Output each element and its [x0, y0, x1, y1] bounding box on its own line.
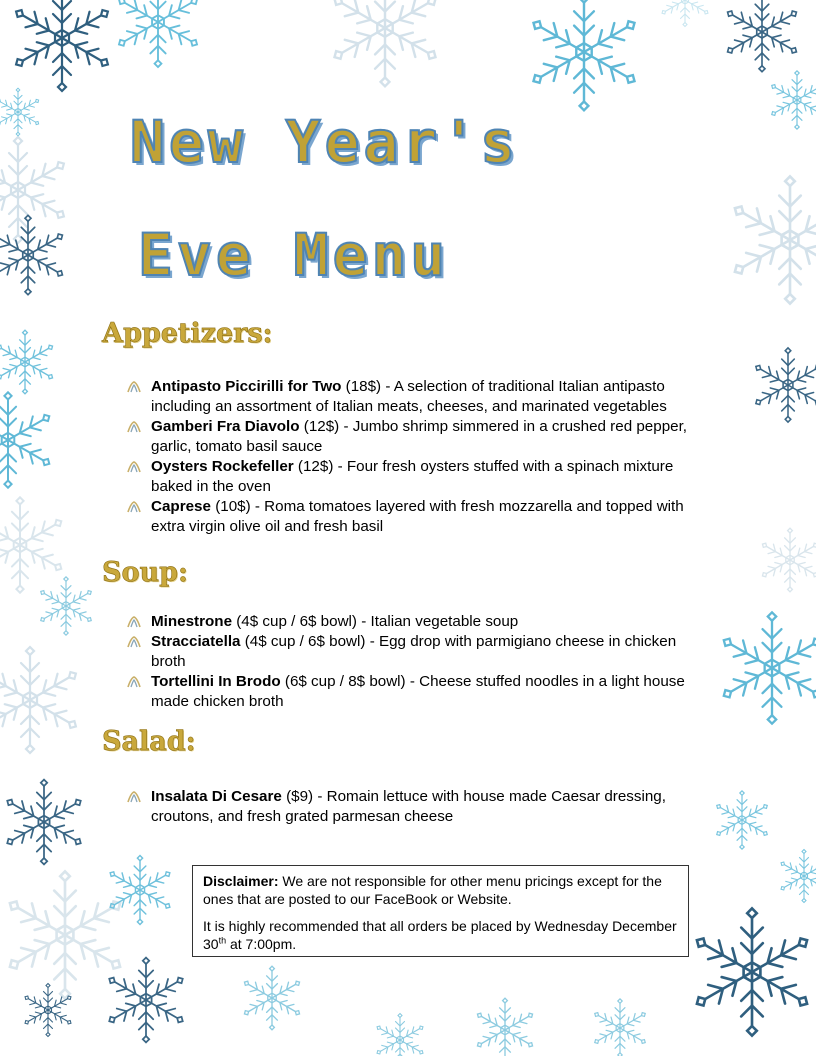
item-description: - Romain lettuce with house made Caesar dressing, croutons, and fresh grated parmesan cheese	[151, 788, 666, 825]
snowflake-icon	[0, 647, 80, 753]
snowflake-icon	[0, 392, 53, 487]
item-price: (10$)	[215, 498, 251, 515]
snowflake-icon	[330, 0, 441, 86]
item-name: Minestrone	[151, 613, 233, 630]
item-description: - A selection of traditional Italian antipasto including an assortment of Italian meats, cheeses, and marinated vegetables	[151, 378, 667, 415]
item-description: - Jumbo shrimp simmered in a crushed red pepper, garlic, tomato basil sauce	[151, 418, 688, 455]
list-item	[126, 672, 706, 712]
sparkle-bullet-icon	[126, 501, 142, 513]
snowflake-icon	[0, 88, 41, 136]
snowflake-icon	[475, 998, 535, 1056]
snowflake-icon	[719, 612, 816, 723]
disclaimer-text	[203, 872, 680, 908]
item-description: - Four fresh oysters stuffed with a spinach mixture baked in the oven	[151, 458, 674, 495]
list-item	[126, 417, 706, 457]
list-item	[126, 632, 706, 672]
date-suffix: th	[218, 935, 227, 946]
disclaimer-body: We are not responsible for other menu pricings except for the ones that are posted to our FaceBook or Website.	[203, 873, 662, 907]
item-price: (12$)	[297, 458, 334, 475]
sparkle-bullet-icon	[126, 636, 142, 648]
list-item	[126, 457, 706, 497]
sparkle-bullet-icon	[126, 791, 142, 803]
deadline-text: It is highly recommended that all orders be placed by Wednesday December 30	[203, 918, 677, 952]
appetizers-list	[126, 377, 706, 537]
item-price: ($9)	[286, 788, 314, 805]
snowflake-icon	[375, 1014, 425, 1056]
item-name: Caprese	[151, 498, 211, 515]
snowflake-icon	[106, 958, 187, 1043]
snowflake-icon	[714, 791, 769, 849]
menu-title-line-1: New Year's	[130, 108, 520, 176]
item-price: (12$)	[303, 418, 340, 435]
item-name: Antipasto Piccirilli for Two	[151, 378, 342, 395]
snowflake-icon	[592, 999, 647, 1056]
snowflake-icon	[760, 528, 816, 592]
list-item	[126, 497, 706, 537]
item-name: Tortellini In Brodo	[151, 673, 281, 690]
salad-list	[126, 787, 706, 827]
disclaimer-label: Disclaimer:	[203, 873, 279, 889]
snowflake-icon	[107, 856, 173, 925]
item-name: Stracciatella	[151, 633, 241, 650]
snowflake-icon	[529, 0, 640, 110]
list-item	[126, 787, 706, 827]
item-price: (6$ cup / 8$ bowl)	[284, 673, 406, 690]
snowflake-icon	[724, 0, 800, 72]
snowflake-icon	[753, 348, 816, 422]
item-name: Gamberi Fra Diavolo	[151, 418, 300, 435]
snowflake-icon	[779, 850, 816, 903]
snowflake-icon	[769, 71, 816, 129]
item-price: (18$)	[345, 378, 382, 395]
item-description: - Cheese stuffed noodles in a light house made chicken broth	[151, 673, 685, 710]
snowflake-icon	[0, 330, 55, 394]
snowflake-icon	[4, 780, 85, 865]
list-item	[126, 377, 706, 417]
list-item	[126, 612, 706, 632]
order-deadline-note	[203, 917, 680, 953]
snowflake-icon	[0, 497, 65, 592]
snowflake-icon	[38, 577, 93, 635]
item-description: - Roma tomatoes layered with fresh mozzarella and topped with extra virgin olive oil and fresh basil	[151, 498, 684, 535]
soup-heading: Soup:	[102, 557, 188, 588]
soup-list	[126, 612, 706, 712]
item-price: (4$ cup / 6$ bowl)	[244, 633, 366, 650]
item-description: - Italian vegetable soup	[356, 613, 519, 630]
snowflake-icon	[692, 908, 813, 1035]
menu-title-line-2: Eve Menu	[138, 221, 450, 289]
item-name: Insalata Di Cesare	[151, 788, 282, 805]
sparkle-bullet-icon	[126, 421, 142, 433]
sparkle-bullet-icon	[126, 461, 142, 473]
item-name: Oysters Rockefeller	[151, 458, 294, 475]
disclaimer-box	[192, 865, 689, 957]
snowflake-icon	[242, 966, 302, 1030]
salad-heading: Salad:	[102, 726, 196, 757]
appetizers-heading: Appetizers:	[102, 318, 273, 349]
sparkle-bullet-icon	[126, 676, 142, 688]
deadline-time: at 7:00pm.	[226, 936, 297, 952]
sparkle-bullet-icon	[126, 616, 142, 628]
item-description: - Egg drop with parmigiano cheese in chicken broth	[151, 633, 677, 670]
snowflake-icon	[730, 176, 816, 303]
item-price: (4$ cup / 6$ bowl)	[236, 613, 357, 630]
sparkle-bullet-icon	[126, 381, 142, 393]
snowflake-icon	[12, 0, 113, 91]
snowflake-icon	[115, 0, 201, 67]
snowflake-icon	[660, 0, 710, 27]
snowflake-icon	[5, 871, 126, 998]
